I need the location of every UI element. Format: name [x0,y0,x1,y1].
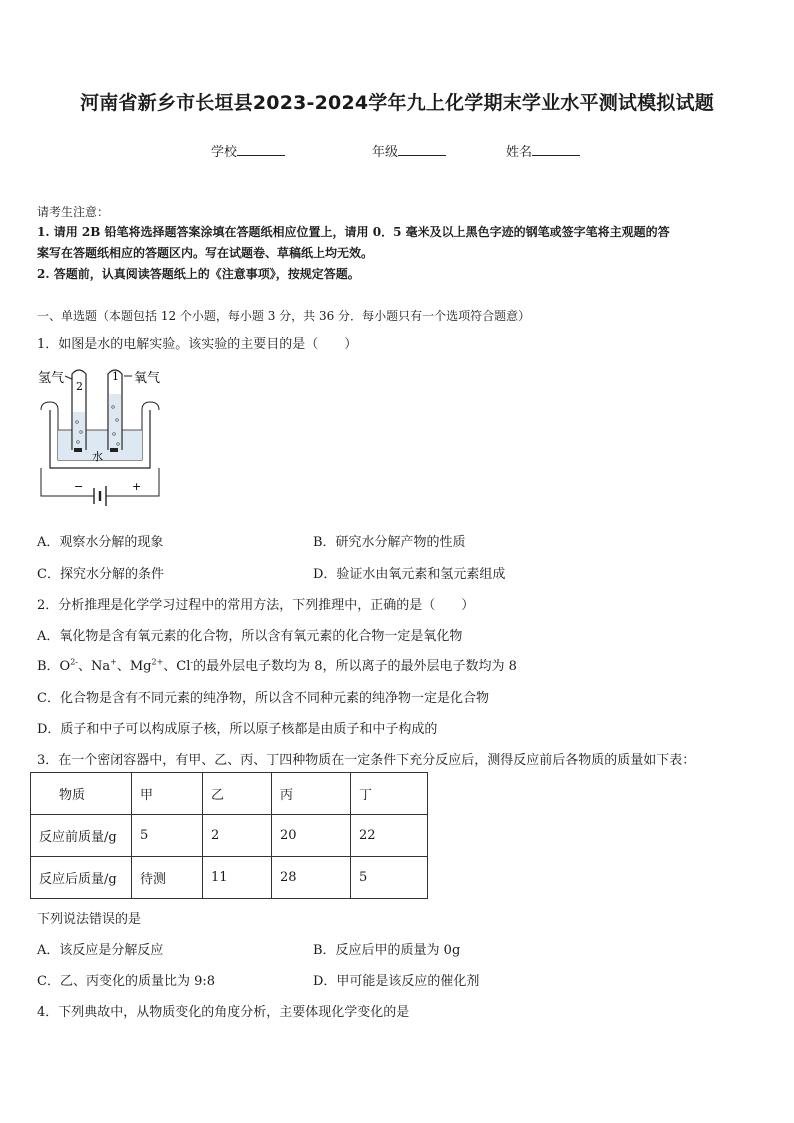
q1-stem: 1．如图是水的电解实验。该实验的主要目的是（ ） [37,337,358,352]
q3-table [30,772,428,899]
q2-option-c[interactable]: C．化合物是含有不同元素的纯净物，所以含不同种元素的纯净物一定是化合物 [37,691,489,706]
h2-label: 氢气 [38,371,65,386]
table-cell: 待测 [132,857,203,899]
table-cell: 22 [351,815,428,857]
notice-header: 请考生注意： [37,205,110,219]
section-heading: 一、单选题（本题包括 12 个小题，每小题 3 分，共 36 分．每小题只有一个选项符合题意） [37,309,531,323]
right-tube-water [109,394,121,450]
table-cell: 20 [272,815,351,857]
notice-line-1b: 案写在答题纸相应的答题区内。写在试题卷、草稿纸上均无效。 [37,246,374,260]
left-tube-water [73,412,85,450]
q2-option-b[interactable] [37,655,517,674]
notice-line-2: 2. 答题前，认真阅读答题纸上的《注意事项》，按规定答题。 [37,267,360,281]
grade-field[interactable] [372,141,446,160]
school-label: 学校 [211,145,238,160]
minus-sign: − [74,480,84,493]
table-row [31,815,428,857]
q3-option-c[interactable]: C．乙、丙变化的质量比为 9:8 [37,974,216,989]
right-electrode [110,448,118,452]
q3-option-b[interactable]: B．反应后甲的质量为 0g [313,943,461,958]
q2-b-rest: 的最外层电子数均为 8，所以离子的最外层电子数均为 8 [193,659,517,674]
table-cell: 甲 [132,773,203,815]
wire-left [41,468,94,496]
q2-b-mg: 、Mg [116,659,152,674]
q1-option-b[interactable]: B．研究水分解产物的性质 [313,535,466,550]
q2-b-na: 、Na [78,659,111,674]
q2-b-mg-charge: 2+ [151,657,164,667]
tube-left-number: 2 [76,380,83,393]
plus-sign: + [132,480,142,493]
name-blank[interactable] [532,143,580,156]
table-cell: 5 [132,815,203,857]
table-row [31,773,428,815]
electrolysis-figure [36,362,166,512]
q1-option-a[interactable]: A．观察水分解的现象 [37,535,164,550]
page-title: 河南省新乡市长垣县2023-2024学年九上化学期末学业水平测试模拟试题 [80,92,714,114]
left-electrode [74,448,82,452]
table-cell: 28 [272,857,351,899]
water-label: 水 [92,450,103,463]
q3-prompt: 下列说法错误的是 [37,912,142,927]
q2-b-o-charge: 2- [70,657,79,667]
school-field[interactable] [211,141,285,160]
q2-option-d[interactable]: D．质子和中子可以构成原子核，所以原子核都是由质子和中子构成的 [37,722,438,737]
q2-b-na-charge: + [110,657,117,667]
table-cell: 2 [203,815,272,857]
q2-b-cl-charge: - [190,657,194,667]
q2-b-prefix: B．O [37,659,71,674]
q2-b-cl: 、Cl [163,659,191,674]
table-cell: 物质 [31,773,132,815]
notice-line-1a: 1. 请用 2B 铅笔将选择题答案涂填在答题纸相应位置上，请用 0．5 毫米及以上黑色字迹的钢笔或签字笔将主观题的答 [37,225,670,239]
q2-option-a[interactable]: A．氧化物是含有氧元素的化合物，所以含有氧元素的化合物一定是氧化物 [37,629,463,644]
table-cell: 5 [351,857,428,899]
tube-right-number: 1 [112,370,119,383]
table-cell: 丙 [272,773,351,815]
table-cell: 乙 [203,773,272,815]
table-cell: 反应前质量/g [31,815,132,857]
q3-option-a[interactable]: A．该反应是分解反应 [37,943,164,958]
table-row [31,857,428,899]
table-cell: 反应后质量/g [31,857,132,899]
q1-option-c[interactable]: C．探究水分解的条件 [37,567,164,582]
q1-option-d[interactable]: D．验证水由氧元素和氢元素组成 [313,567,506,582]
grade-blank[interactable] [398,143,446,156]
table-cell: 丁 [351,773,428,815]
grade-label: 年级 [372,145,399,160]
q2-stem: 2．分析推理是化学学习过程中的常用方法，下列推理中，正确的是（ ） [37,598,475,613]
school-blank[interactable] [237,143,285,156]
name-field[interactable] [506,141,580,160]
o2-label: 氧气 [134,371,161,386]
q3-option-d[interactable]: D．甲可能是该反应的催化剂 [313,974,480,989]
table-cell: 11 [203,857,272,899]
name-label: 姓名 [506,145,533,160]
q3-stem: 3．在一个密闭容器中，有甲、乙、丙、丁四种物质在一定条件下充分反应后，测得反应前后各物质的质量如下表： [37,753,696,768]
q4-stem: 4．下列典故中，从物质变化的角度分析，主要体现化学变化的是 [37,1005,410,1020]
